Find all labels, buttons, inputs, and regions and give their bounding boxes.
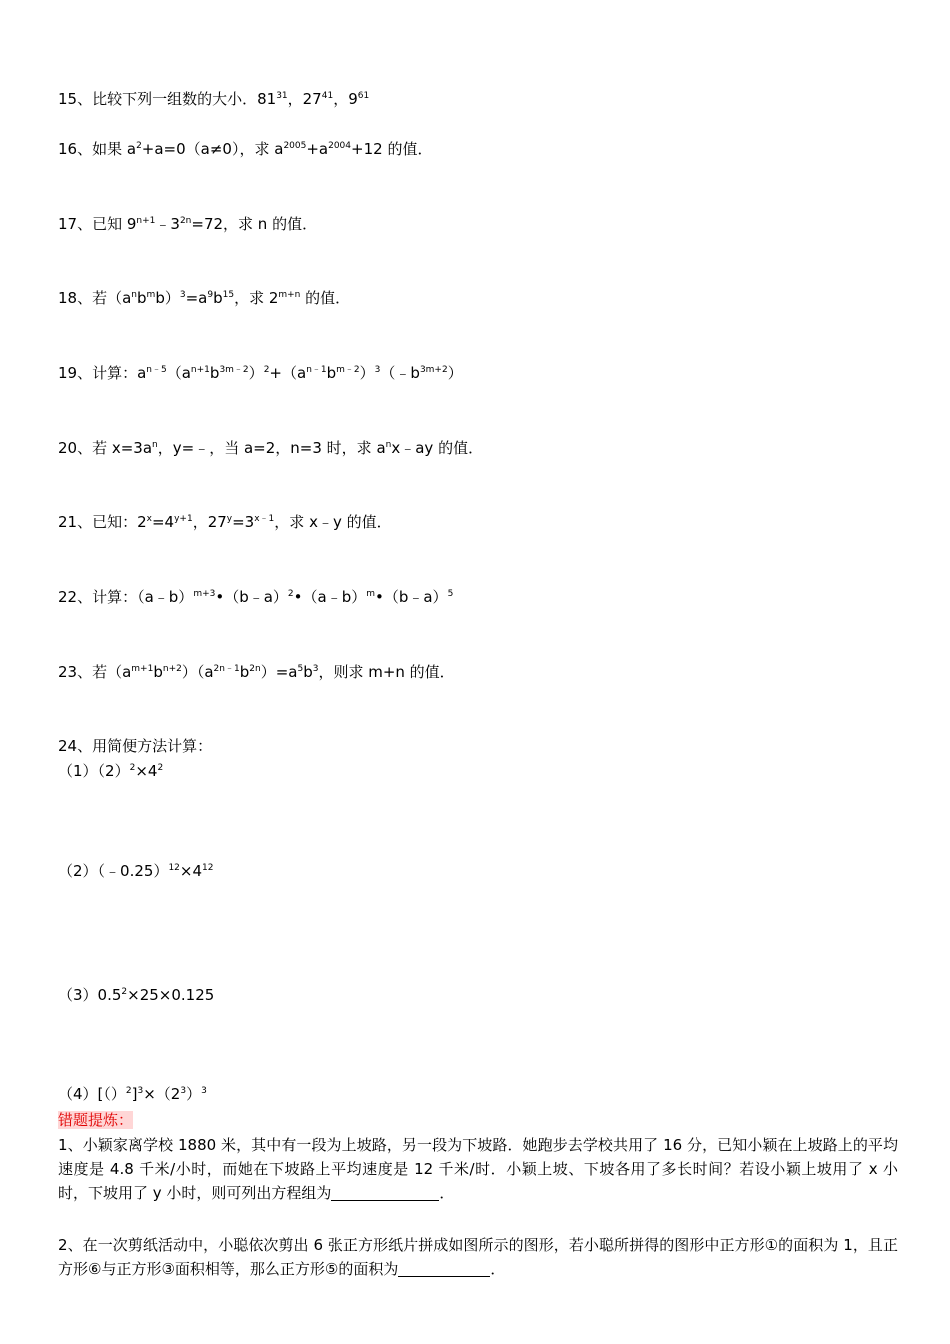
problem-24-title: 24、用简便方法计算：: [58, 737, 213, 755]
answer-blank: [331, 1184, 439, 1201]
problem-17: 17、已知 $9^{n+1}﹣3^{2n}=72$，求 n 的值．: [58, 215, 318, 233]
review-question-2: 2、在一次剪纸活动中，小聪依次剪出 6 张正方形纸片拼成如图所示的图形，若小聪所拼得的图形中正方形①的面积为 1，且正方形⑥与正方形③面积相等，那么正方形⑤的面积为 ．: [58, 1236, 898, 1278]
problem-24-item-3: $(3)0.5^2\times 25\times 0.125$: [58, 986, 215, 1004]
problem-15: 15、比较下列一组数的大小．$81^{31}$，$27^{41}$，$9^{61}$: [58, 90, 370, 108]
problem-18: 18、若$(a^nb^mb)^3=a^9b^{15}$，求 $2^{m+n}$ 的值．: [58, 289, 351, 307]
problem-19: 19、计算：$a^{n﹣5}(a^{n+1}b^{3m﹣2})^2+(a^{n﹣1}b^{m﹣2})^3(﹣b^{3m+2})$: [58, 364, 463, 382]
answer-blank: [398, 1260, 490, 1277]
problem-20: 20、若 $x=3a^n$，y=﹣，当 a=2，n=3 时，求 $a^nx﹣ay$ 的值．: [58, 439, 484, 457]
problem-24-item-4: $(4)[()^2]^3\times(2^3)^3$: [58, 1085, 207, 1103]
problem-22: 22、计算：（a﹣b）$^{m+3}$•（b﹣a）$^2$•（a﹣b）$^m$•（b﹣a）$^5$: [58, 588, 454, 606]
review-heading-label: 错题提炼：: [58, 1111, 134, 1129]
problem-21: 21、已知：$2^x=4^{y+1}$，$27^y=3^{x﹣1}$，求 x﹣y 的值．: [58, 513, 392, 531]
problem-16: 16、如果 $a^2+a=0(a\ne 0)$，求 $a^{2005}+a^{2004}+12$ 的值．: [58, 140, 433, 158]
review-question-1: 1、小颖家离学校 1880 米，其中有一段为上坡路，另一段为下坡路．她跑步去学校共用了 16 分，已知小颖在上坡路上的平均速度是 4.8 千米/小时，而她在下坡路上平均速度是 12 千米/时．小颖上坡、下坡各用了多长时间？若设小颖上坡用了 x 小时，下坡用了 y 小时，则可列出方程组为 ．: [58, 1136, 898, 1202]
problem-24-item-2: $(2)(﹣0.25)^{12}\times 4^{12}$: [58, 862, 214, 880]
problem-24-item-1: $(1)(2)^2\times 4^2$: [58, 762, 164, 780]
review-heading: [58, 1110, 133, 1130]
problem-23: 23、若$(a^{m+1}b^{n+2})(a^{2n﹣1}b^{2n})=a^5b^3$，则求 m+n 的值．: [58, 663, 455, 681]
